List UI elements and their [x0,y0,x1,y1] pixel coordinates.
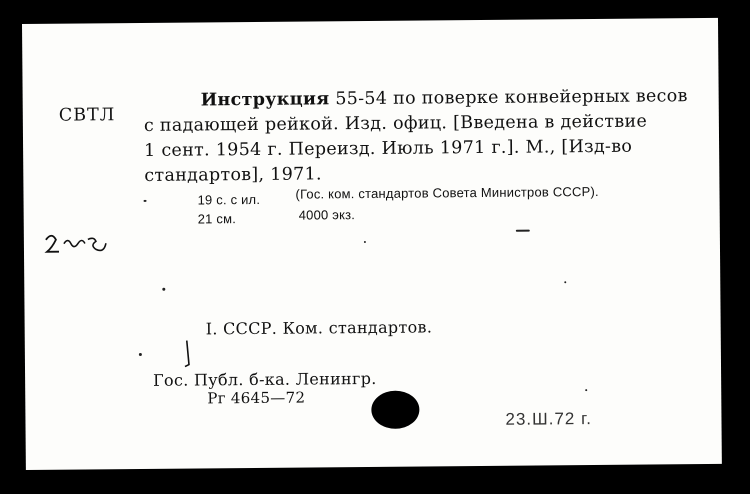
title-line-4: стандартов], 1971. [144,164,322,186]
title-bold: Инструкция [200,89,330,111]
title-rest: 55-54 по поверке конвейерных весов [329,86,688,110]
speck [516,230,530,232]
speck [364,241,366,243]
speck [564,281,566,283]
speck [144,200,147,202]
catalog-card [22,18,722,470]
bracket-mark [183,338,197,368]
card-code: СВТЛ [58,105,116,126]
pages-info: 19 с. с ил. [197,191,261,208]
title-line-2: с падающей рейкой. Изд. офиц. [Введена в действие [143,111,648,136]
title-line-3: 1 сент. 1954 г. Переизд. Июль 1971 г.]. М., [Изд-во [144,136,633,161]
size-info: 21 см. [197,211,237,227]
ink-blot [371,391,419,429]
speck [162,288,165,291]
record-number: Рг 4645—72 [207,388,306,408]
stamp-number: 23.Ш.72 г. [505,409,592,429]
title-line-1 [201,86,688,110]
handwritten-mark [42,229,112,260]
speck [139,353,142,356]
copies-info: 4000 экз. [298,207,356,223]
publisher-note: (Гос. ком. стандартов Совета Министров СССР). [295,183,599,202]
subject-entry: I. СССР. Ком. стандартов. [205,317,433,339]
library-name: Гос. Публ. б-ка. Ленингр. [153,368,377,390]
speck [585,389,587,391]
